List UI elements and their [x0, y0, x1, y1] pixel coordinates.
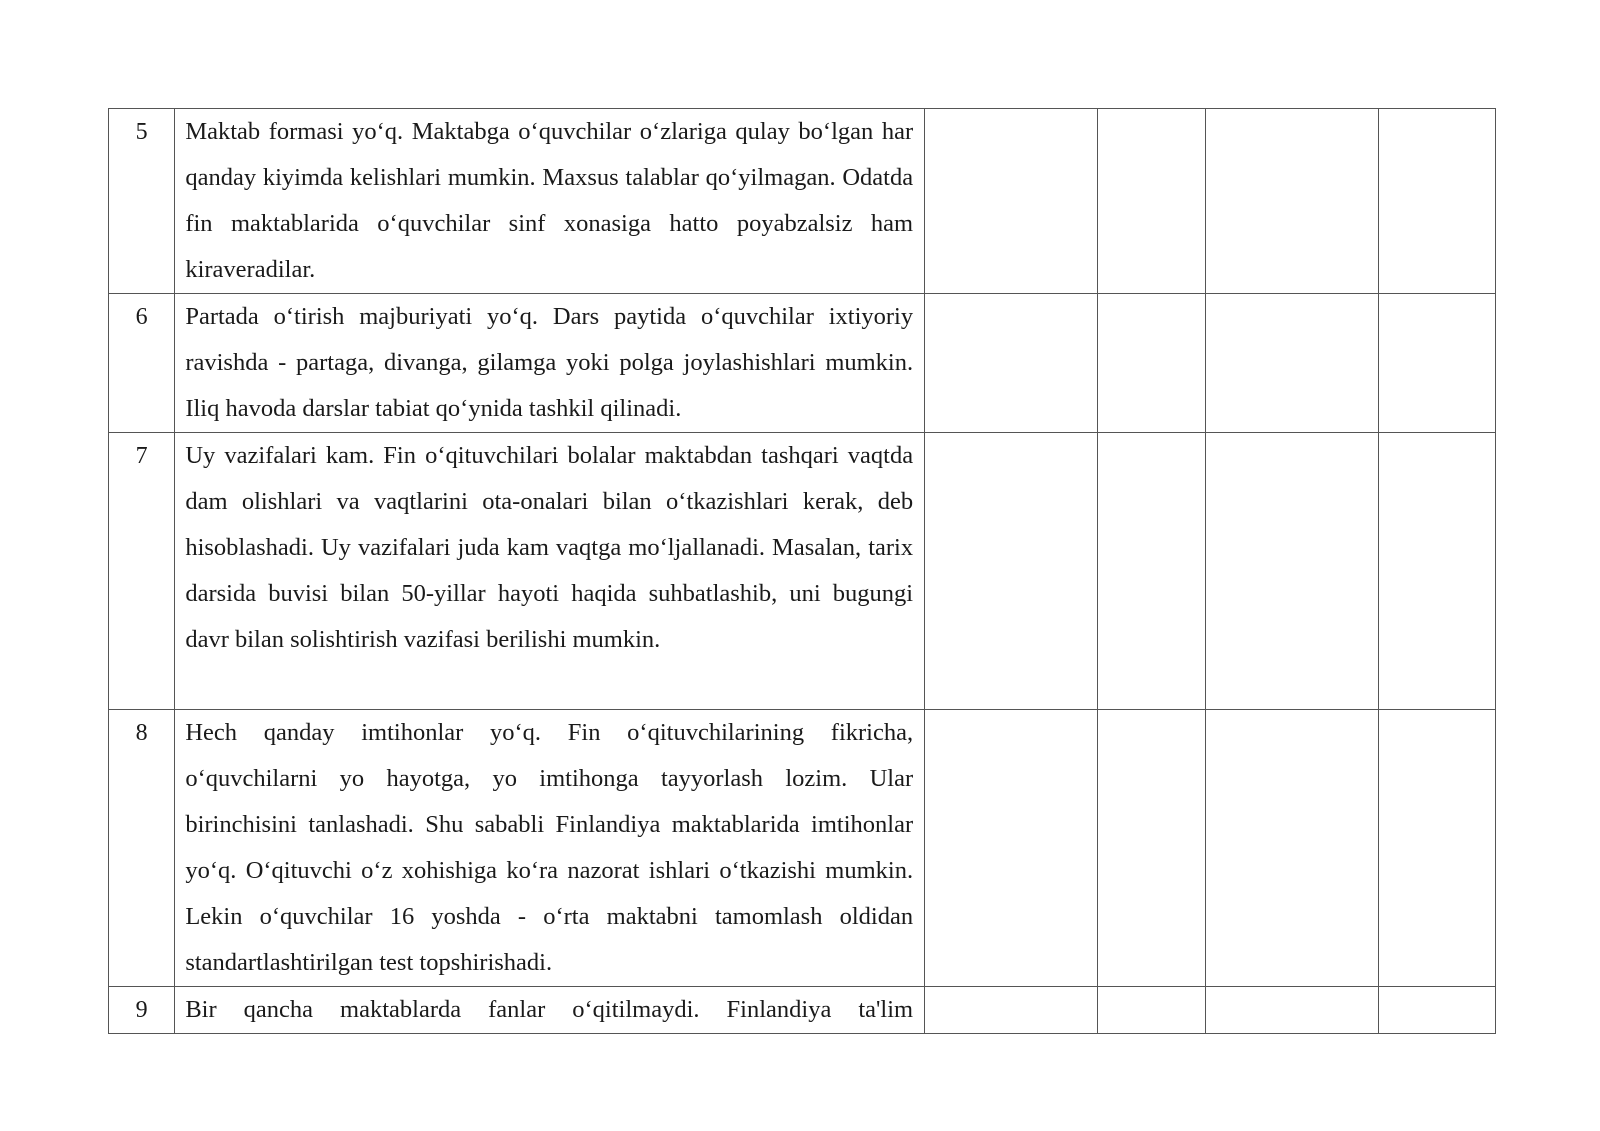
empty-cell — [1205, 109, 1379, 294]
table-row — [109, 294, 1496, 433]
row-number: 9 — [109, 987, 175, 1034]
row-number: 8 — [109, 710, 175, 987]
empty-cell — [1097, 109, 1205, 294]
empty-cell — [1097, 710, 1205, 987]
empty-cell — [925, 294, 1098, 433]
empty-cell — [1205, 710, 1379, 987]
empty-cell — [1205, 987, 1379, 1034]
table-row — [109, 109, 1496, 294]
empty-cell — [1379, 109, 1496, 294]
empty-cell — [1379, 987, 1496, 1034]
empty-cell — [1205, 433, 1379, 710]
empty-cell — [1205, 294, 1379, 433]
empty-cell — [1379, 710, 1496, 987]
empty-cell — [1379, 294, 1496, 433]
row-number: 6 — [109, 294, 175, 433]
empty-cell — [925, 710, 1098, 987]
empty-cell — [1097, 294, 1205, 433]
row-text: Hech qanday imtihonlar yo‘q. Fin o‘qituvchilarining fikricha, o‘quvchilarni yo hayotga, yo imtihonga tayyorlash lozim. Ular birinchisini tanlashadi. Shu sababli Finlandiya maktablarida imtihonlar yo‘q. O‘qituvchi o‘z xohishiga ko‘ra nazorat ishlari o‘tkazishi mumkin. Lekin o‘quvchilar 16 yoshda - o‘rta maktabni tamomlash oldidan standartlashtirilgan test topshirishadi. — [175, 710, 925, 987]
row-text: Bir qancha maktablarda fanlar o‘qitilmaydi. Finlandiya ta'lim — [175, 987, 925, 1034]
row-text: Uy vazifalari kam. Fin o‘qituvchilari bolalar maktabdan tashqari vaqtda dam olishlari va vaqtlarini ota-onalari bilan o‘tkazishlari kerak, deb hisoblashadi. Uy vazifalari juda kam vaqtga mo‘ljallanadi. Masalan, tarix darsida buvisi bilan 50-yillar hayoti haqida suhbatlashib, uni bugungi davr bilan solishtirish vazifasi berilishi mumkin. — [175, 433, 925, 710]
document-table — [108, 108, 1496, 1034]
empty-cell — [925, 433, 1098, 710]
table-row — [109, 710, 1496, 987]
empty-cell — [1097, 987, 1205, 1034]
row-number: 7 — [109, 433, 175, 710]
table-row — [109, 433, 1496, 710]
row-text: Maktab formasi yo‘q. Maktabga o‘quvchilar o‘zlariga qulay bo‘lgan har qanday kiyimda kelishlari mumkin. Maxsus talablar qo‘yilmagan. Odatda fin maktablarida o‘quvchilar sinf xonasiga hatto poyabzalsiz ham kiraveradilar. — [175, 109, 925, 294]
row-text: Partada o‘tirish majburiyati yo‘q. Dars paytida o‘quvchilar ixtiyoriy ravishda - partaga, divanga, gilamga yoki polga joylashishlari mumkin. Iliq havoda darslar tabiat qo‘ynida tashkil qilinadi. — [175, 294, 925, 433]
empty-cell — [1379, 433, 1496, 710]
table-row — [109, 987, 1496, 1034]
row-number: 5 — [109, 109, 175, 294]
empty-cell — [925, 109, 1098, 294]
empty-cell — [925, 987, 1098, 1034]
empty-cell — [1097, 433, 1205, 710]
